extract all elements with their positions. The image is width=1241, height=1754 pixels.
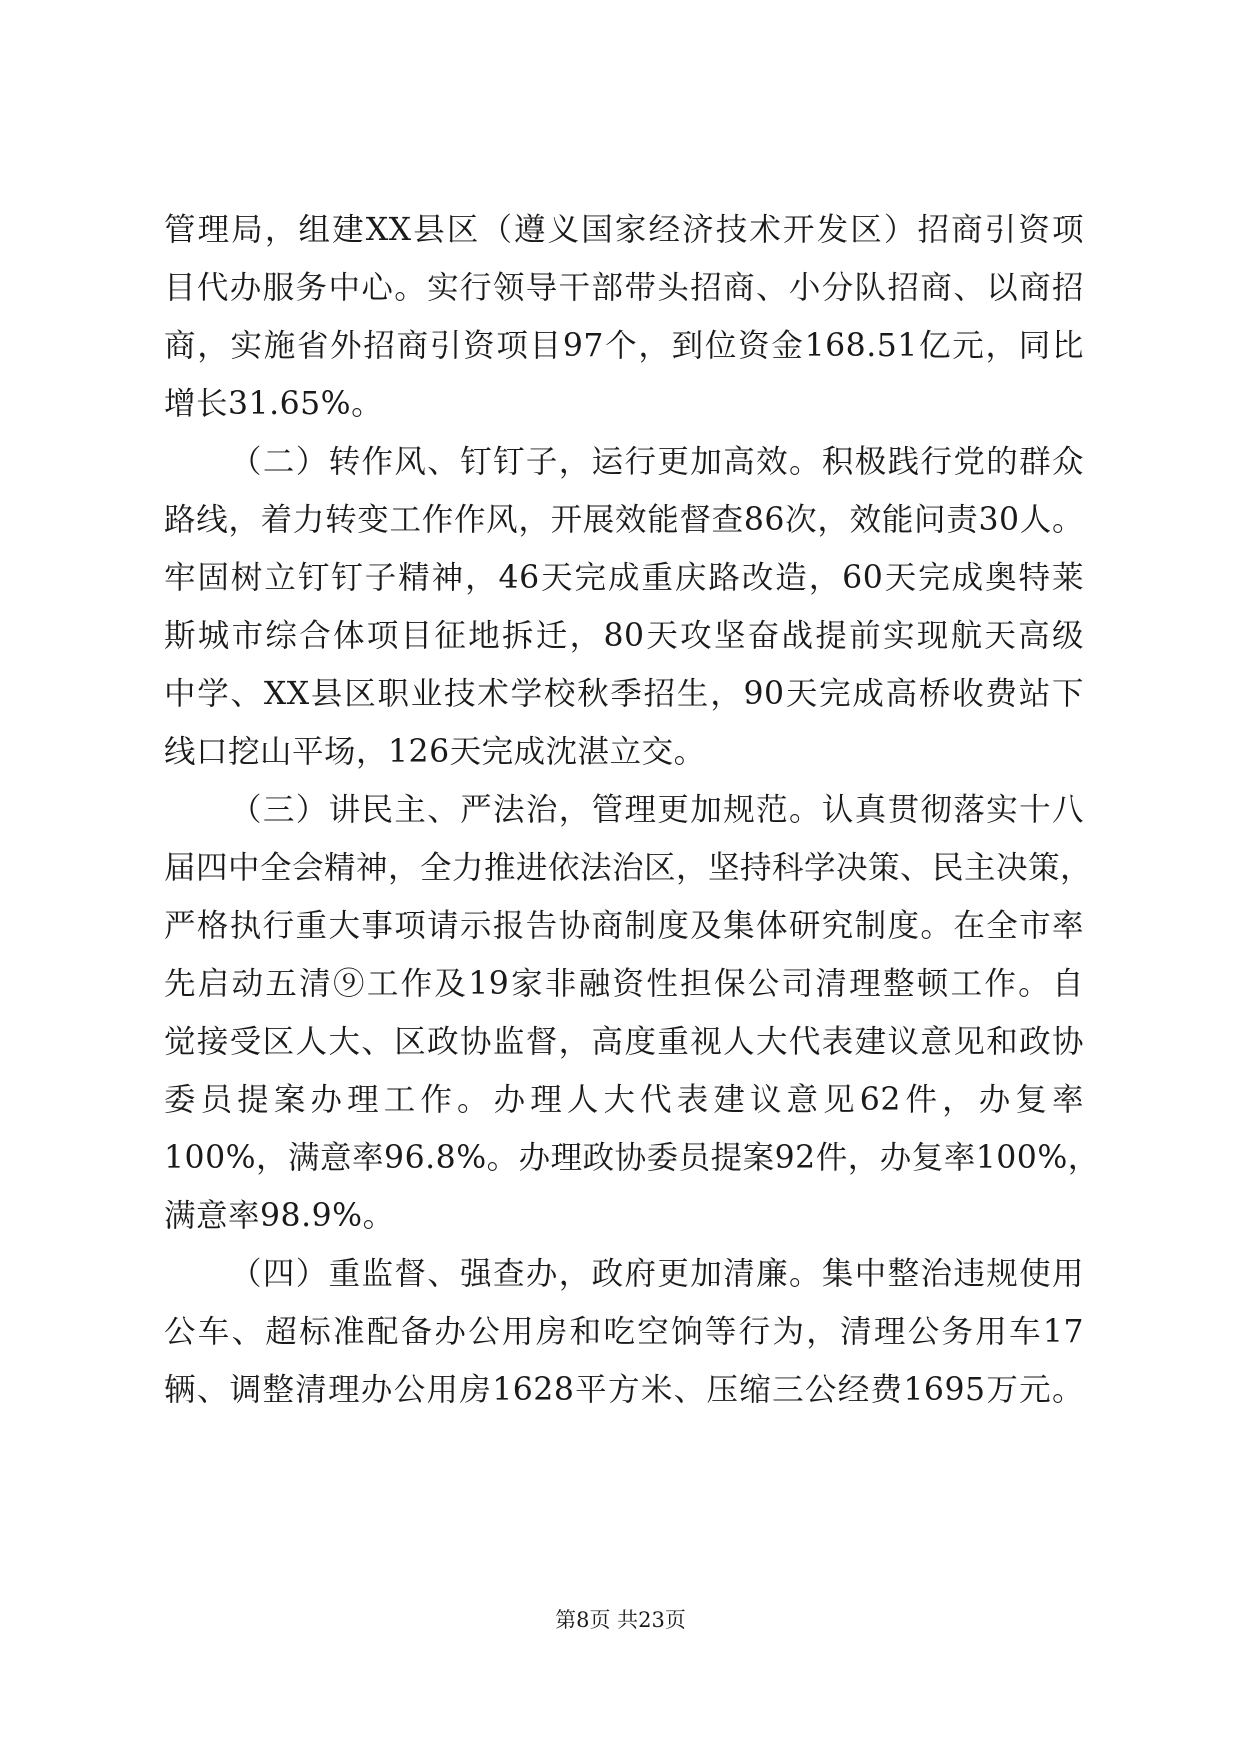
body-text-line: 满意率98.9%。 <box>164 1198 395 1234</box>
body-text-line: 觉接受区人大、区政协监督，高度重视人大代表建议意见和政协 <box>164 1024 1084 1060</box>
body-text-line: 路线，着力转变工作作风，开展效能督查86次，效能问责30人。 <box>164 502 1084 538</box>
body-text-line: 100%，满意率96.8%。办理政协委员提案92件，办复率100%， <box>164 1140 1100 1176</box>
page-number-footer: 第8页 共23页 <box>555 1608 686 1632</box>
body-text-line: 斯城市综合体项目征地拆迁，80天攻坚奋战提前实现航天高级 <box>164 618 1084 654</box>
paragraph-heading-line: （三）讲民主、严法治，管理更加规范。认真贯彻落实十八 <box>230 792 1084 828</box>
paragraph-heading-line: （二）转作风、钉钉子，运行更加高效。积极践行党的群众 <box>230 444 1084 480</box>
body-text-line: 增长31.65%。 <box>164 386 384 422</box>
body-text-line: 商，实施省外招商引资项目97个，到位资金168.51亿元，同比 <box>164 328 1084 364</box>
body-text-line: 目代办服务中心。实行领导干部带头招商、小分队招商、以商招 <box>164 270 1084 306</box>
body-text-line: 管理局，组建XX县区（遵义国家经济技术开发区）招商引资项 <box>164 212 1084 248</box>
body-text-line: 严格执行重大事项请示报告协商制度及集体研究制度。在全市率 <box>164 908 1084 944</box>
body-text-line: 届四中全会精神，全力推进依法治区，坚持科学决策、民主决策， <box>164 850 1093 886</box>
body-text-line: 公车、超标准配备办公用房和吃空饷等行为，清理公务用车17 <box>164 1314 1084 1350</box>
paragraph-heading-line: （四）重监督、强查办，政府更加清廉。集中整治违规使用 <box>230 1256 1084 1292</box>
body-text-line: 先启动五清⑨工作及19家非融资性担保公司清理整顿工作。自 <box>164 966 1084 1002</box>
body-text-line: 辆、调整清理办公用房1628平方米、压缩三公经费1695万元。 <box>164 1372 1084 1408</box>
body-text-line: 线口挖山平场，126天完成沈湛立交。 <box>164 734 706 770</box>
body-text-line: 委员提案办理工作。办理人大代表建议意见62件，办复率 <box>164 1082 1084 1118</box>
body-text-line: 中学、XX县区职业技术学校秋季招生，90天完成高桥收费站下 <box>164 676 1084 712</box>
body-text-line: 牢固树立钉钉子精神，46天完成重庆路改造，60天完成奥特莱 <box>164 560 1084 596</box>
